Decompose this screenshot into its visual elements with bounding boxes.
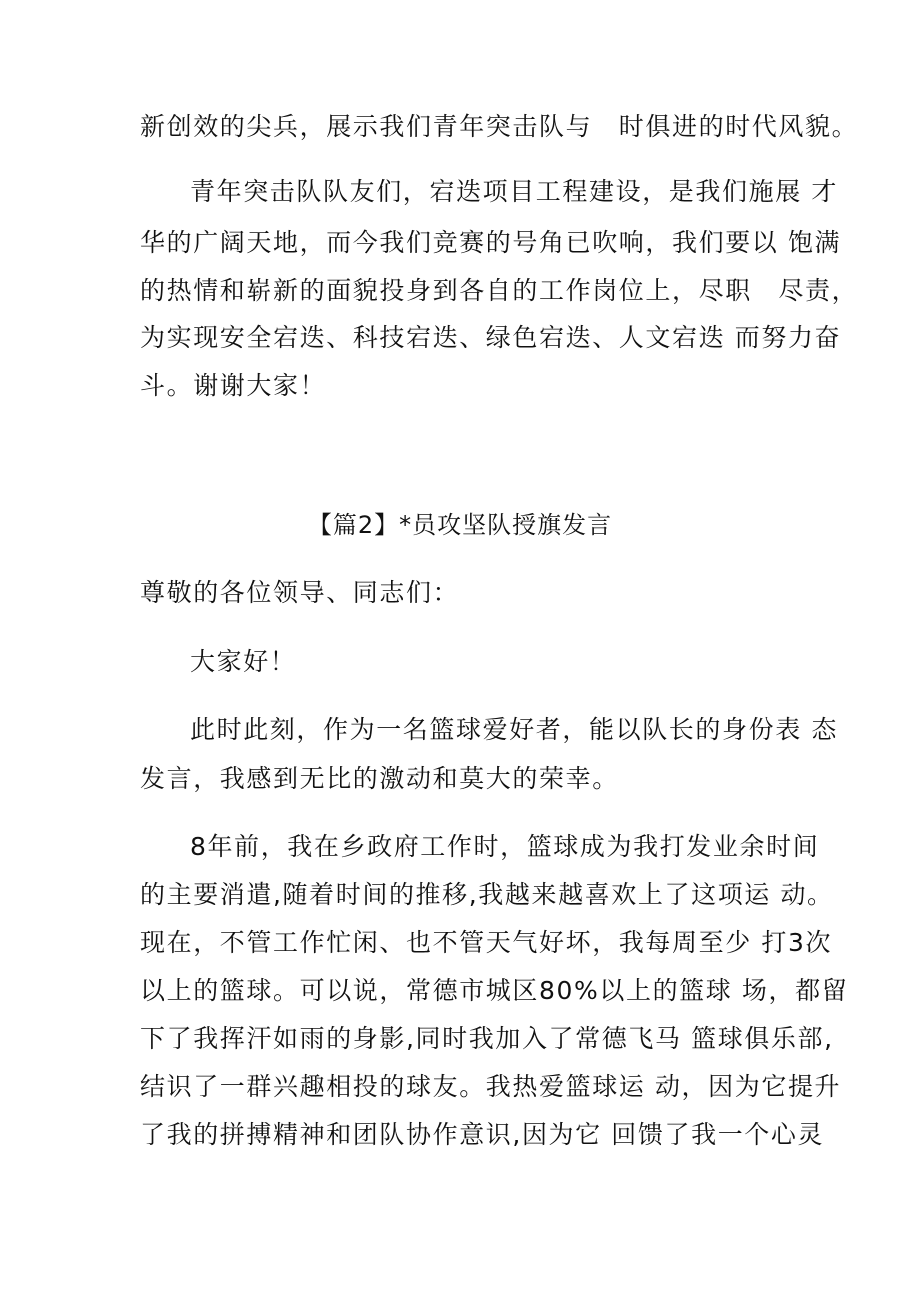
paragraph-line: 以上的篮球。可以说，常德市城区80%以上的篮球 场，都留 (140, 976, 849, 1005)
paragraph-line: 的主要消遣,随着时间的推移,我越来越喜欢上了这项运 动。 (140, 880, 834, 909)
paragraph-line: 斗。谢谢大家！ (140, 371, 327, 400)
paragraph-line: 发言，我感到无比的激动和莫大的荣幸。 (140, 764, 619, 793)
paragraph-line: 青年突击队队友们，宕迭项目工程建设，是我们施展 才 (190, 177, 838, 206)
paragraph-line: 现在，不管工作忙闲、也不管天气好坏，我每周至少 打3次 (140, 928, 833, 957)
paragraph-line: 华的广阔天地，而今我们竞赛的号角已吹响，我们要以 饱满 (140, 228, 842, 257)
paragraph-line: 下了我挥汗如雨的身影,同时我加入了常德飞马 篮球俱乐部, (140, 1024, 834, 1053)
paragraph-line: 新创效的尖兵，展示我们青年突击队与 时俱进的时代风貌。 (140, 112, 859, 141)
paragraph-line: 8年前，我在乡政府工作时，篮球成为我打发业余时间 (190, 832, 820, 861)
paragraph-line: 的热情和崭新的面貌投身到各自的工作岗位上，尽职 尽责， (140, 276, 859, 305)
salutation: 尊敬的各位领导、同志们： (140, 578, 460, 607)
paragraph-line: 此时此刻，作为一名篮球爱好者，能以队长的身份表 态 (190, 715, 838, 744)
section-title: 【篇2】*员攻坚队授旗发言 (307, 511, 613, 539)
paragraph-line: 了我的拼搏精神和团队协作意识,因为它 回馈了我一个心灵 (140, 1120, 825, 1149)
paragraph-line: 为实现安全宕迭、科技宕迭、绿色宕迭、人文宕迭 而努力奋 (140, 323, 842, 352)
greeting: 大家好！ (190, 647, 297, 676)
paragraph-line: 结识了一群兴趣相投的球友。我热爱篮球运 动，因为它提升 (140, 1072, 842, 1101)
